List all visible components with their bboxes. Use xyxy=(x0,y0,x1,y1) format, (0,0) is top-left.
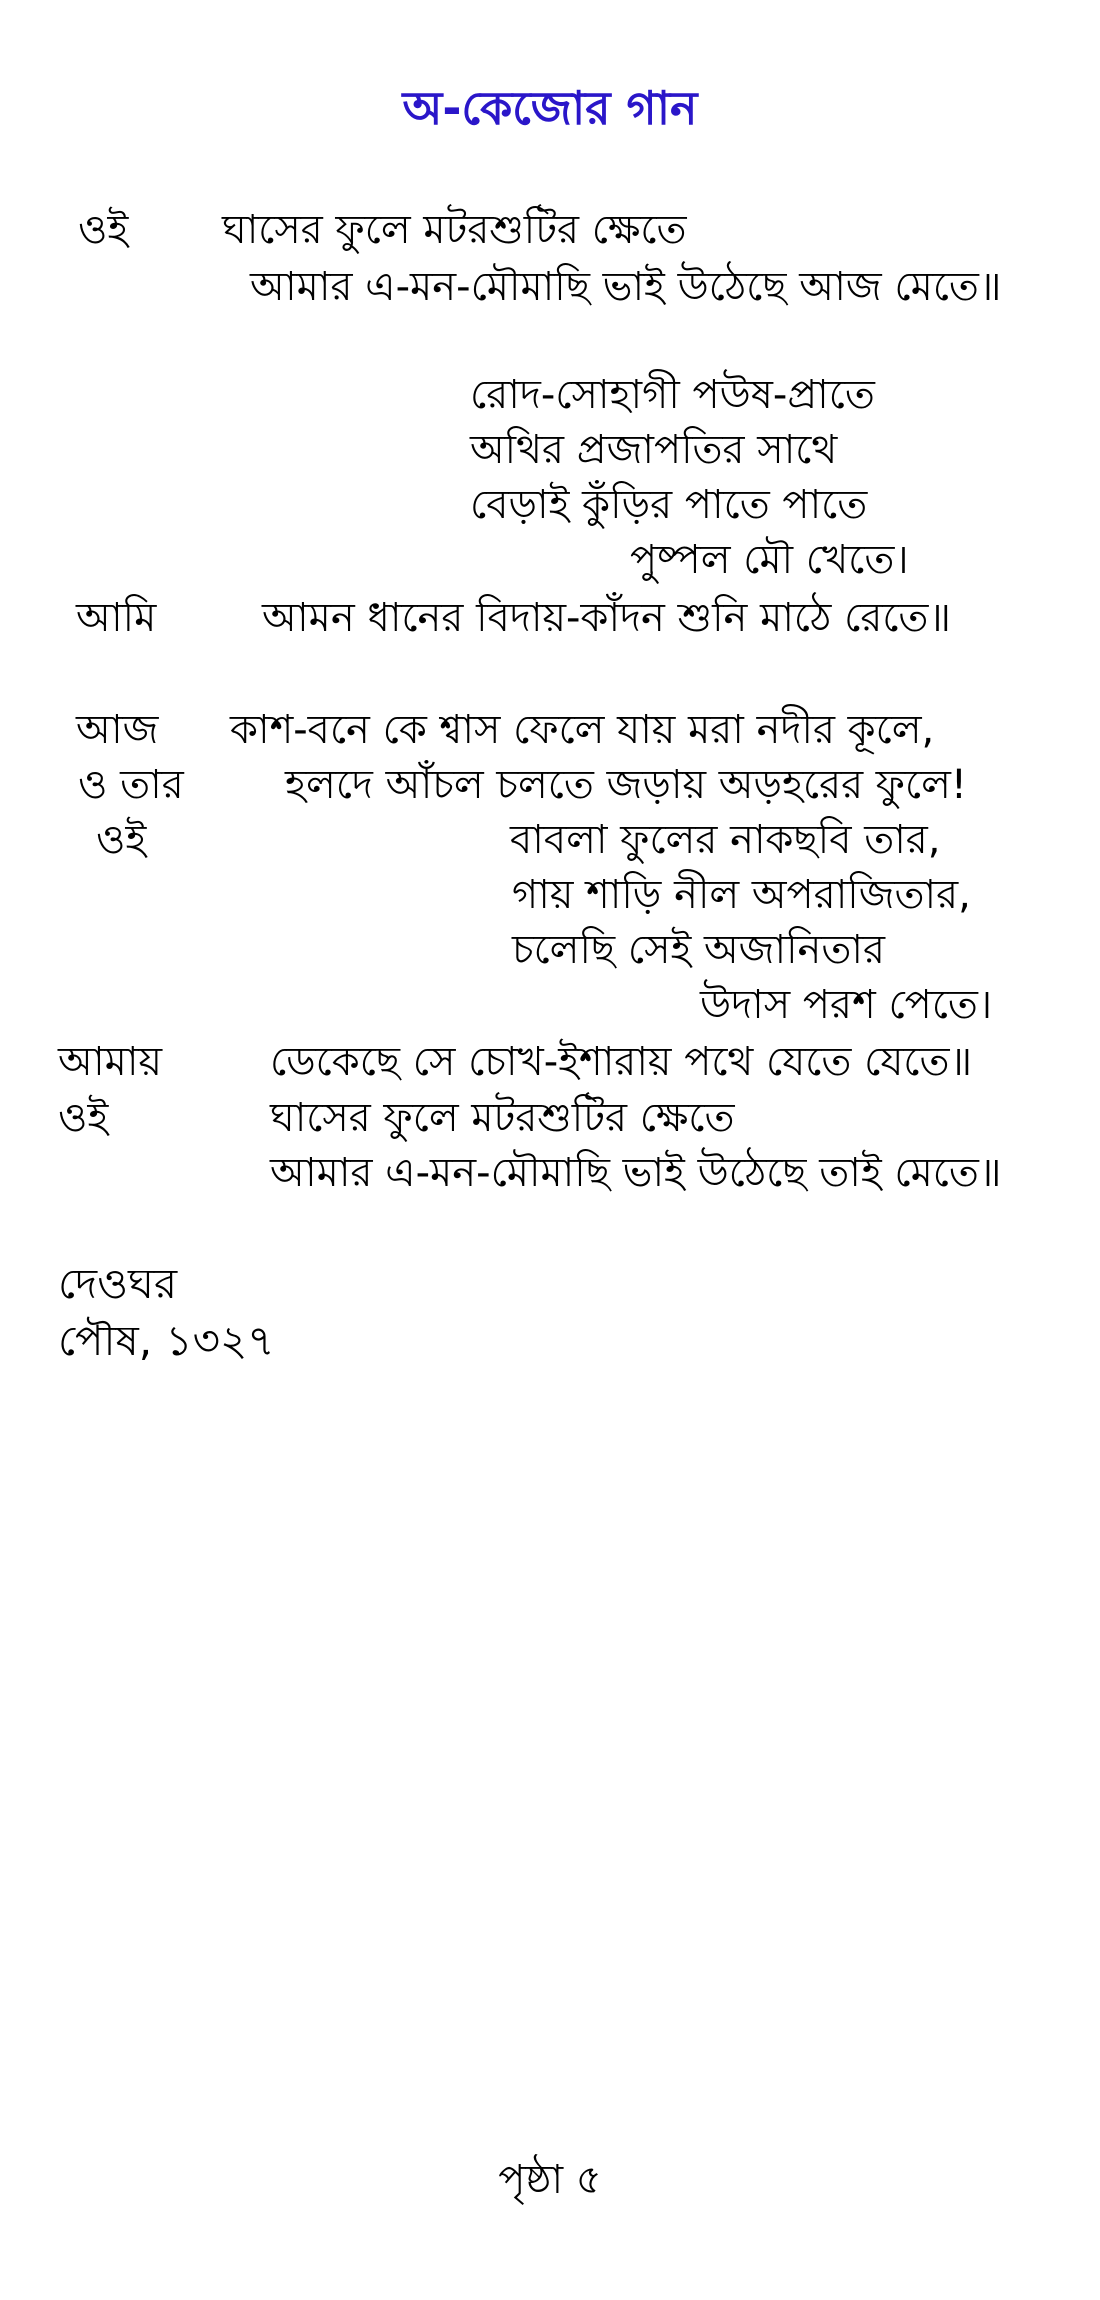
poem-line: ঘাসের ফুলে মটরশুটির ক্ষেতে xyxy=(270,1095,735,1141)
poem-line: ডেকেছে সে চোখ-ইশারায় পথে যেতে যেতে॥ xyxy=(270,1039,973,1085)
line-label: আমায় xyxy=(58,1039,163,1085)
line-label: আমি xyxy=(76,595,157,641)
poem-line: ঘাসের ফুলে মটরশুটির ক্ষেতে xyxy=(222,207,687,253)
poem-line: কাশ-বনে কে শ্বাস ফেলে যায় মরা নদীর কূলে, xyxy=(230,707,935,753)
poem-line: আমার এ-মন-মৌমাছি ভাই উঠেছে তাই মেতে॥ xyxy=(270,1150,1002,1196)
poem-title: অ-কেজোর গান xyxy=(402,81,698,135)
footer-place: দেওঘর xyxy=(58,1259,178,1308)
poem-line: অথির প্রজাপতির সাথে xyxy=(470,427,838,473)
line-label: আজ xyxy=(76,707,159,753)
line-label: ও তার xyxy=(78,762,184,808)
poem-line: বেড়াই কুঁড়ির পাতে পাতে xyxy=(470,482,868,528)
poem-line: চলেছি সেই অজানিতার xyxy=(512,927,885,973)
poem-line: আমন ধানের বিদায়-কাঁদন শুনি মাঠে রেতে॥ xyxy=(262,595,952,641)
poem-line: হলদে আঁচল চলতে জড়ায় অড়হরের ফুলে! xyxy=(285,762,967,808)
page-number: পৃষ্ঠা ৫ xyxy=(498,2157,602,2203)
poem-line: রোদ-সোহাগী পউষ-প্রাতে xyxy=(470,372,875,418)
poem-line: আমার এ-মন-মৌমাছি ভাই উঠেছে আজ মেতে॥ xyxy=(250,264,1002,310)
poem-line: বাবলা ফুলের নাকছবি তার, xyxy=(510,817,941,863)
line-label: ওই xyxy=(78,207,129,253)
poem-line: পুষ্পল মৌ খেতে। xyxy=(630,537,909,583)
poem-line: গায় শাড়ি নীল অপরাজিতার, xyxy=(512,872,971,918)
line-label: ওই xyxy=(58,1095,109,1141)
line-label: ওই xyxy=(96,817,147,863)
poem-line: উদাস পরশ পেতে। xyxy=(700,982,993,1028)
footer-date: পৌষ, ১৩২৭ xyxy=(58,1316,275,1365)
